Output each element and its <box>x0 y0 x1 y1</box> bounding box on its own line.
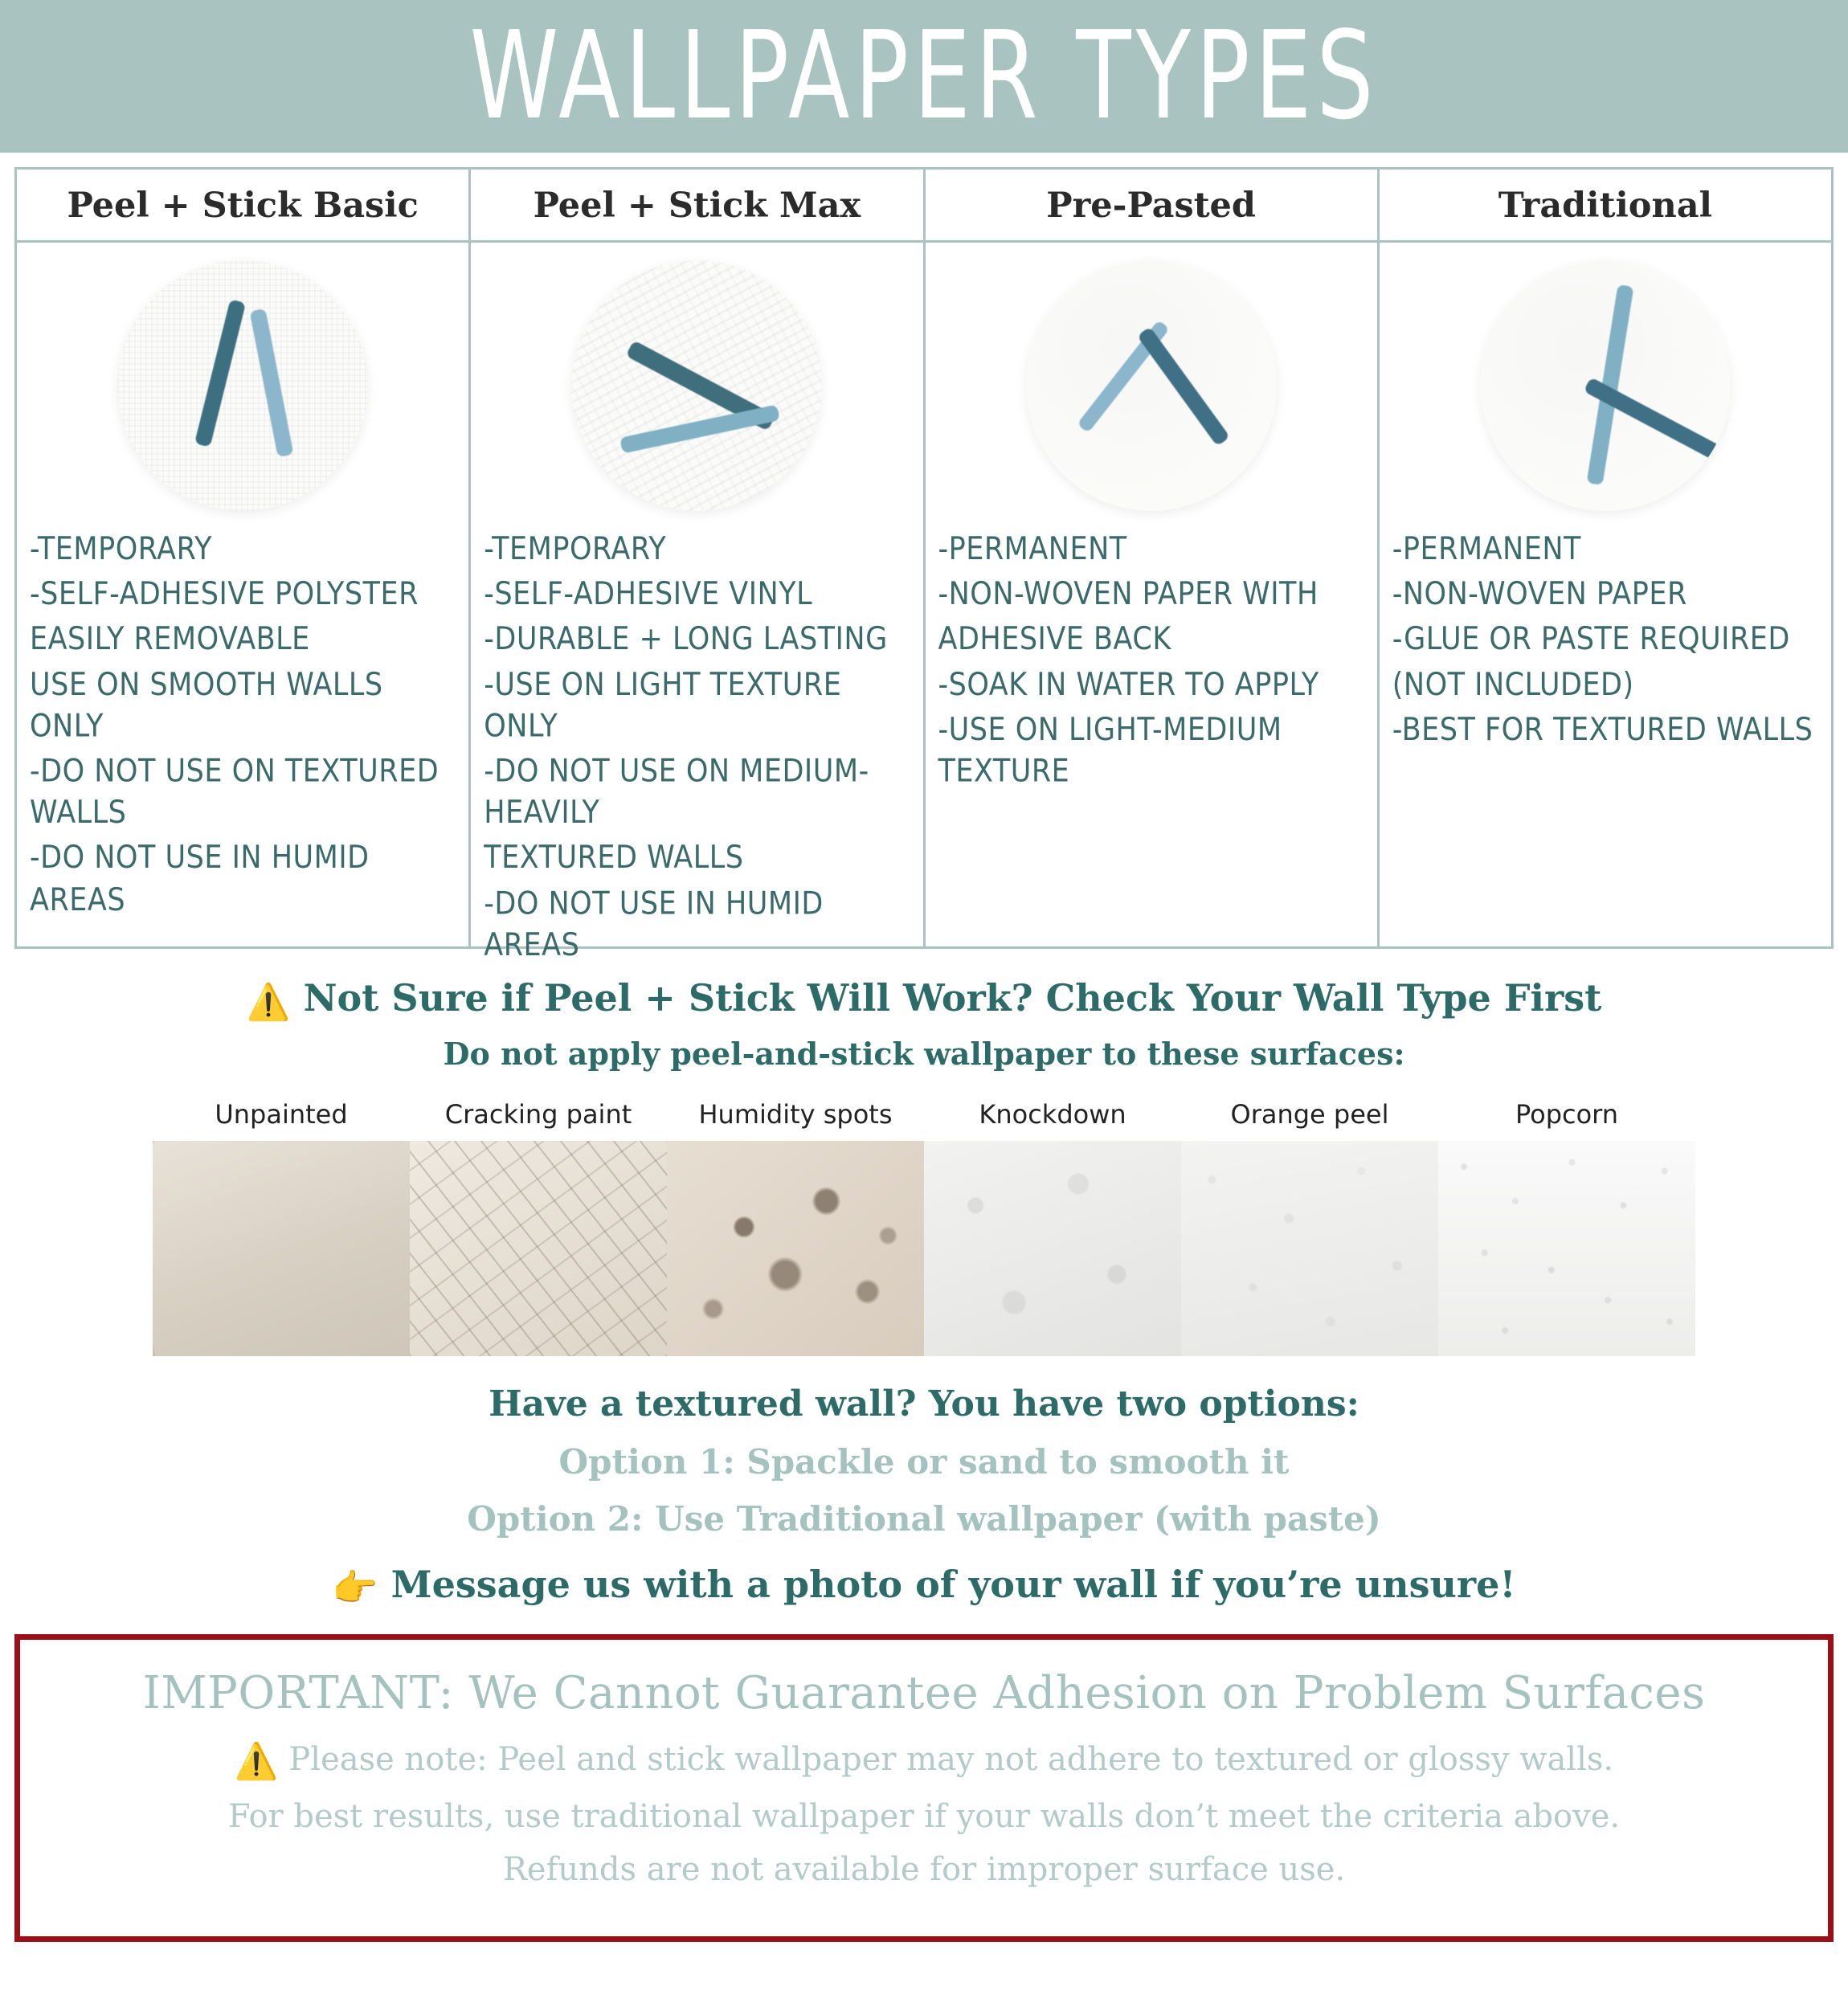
options-headline: Have a textured wall? You have two options: <box>489 1383 1359 1424</box>
list-item: -DO NOT USE ON MEDIUM-HEAVILY <box>484 753 869 832</box>
feature-list-pre-pasted <box>938 529 1364 792</box>
surface-image <box>1181 1141 1438 1356</box>
contact-message-text: Message us with a photo of your wall if you’re unsure! <box>390 1562 1516 1606</box>
list-item: ADHESIVE BACK <box>938 621 1171 658</box>
surface-image <box>410 1141 667 1356</box>
list-item: -PERMANENT <box>1392 531 1581 568</box>
list-item: -SELF-ADHESIVE POLYSTER <box>30 576 419 613</box>
pre-pasted-swatch <box>1026 260 1277 511</box>
list-item: TEXTURED WALLS <box>484 840 744 877</box>
list-item: -NON-WOVEN PAPER <box>1392 576 1687 613</box>
table-column-peel-stick-max <box>471 243 925 963</box>
wall-type-headline <box>0 976 1848 1023</box>
column-header-peel-stick-basic: Peel + Stick Basic <box>17 170 471 240</box>
list-item: -TEMPORARY <box>484 531 667 568</box>
option-two: Option 2: Use Traditional wallpaper (with paste) <box>467 1498 1381 1539</box>
surface-humidity-spots <box>667 1099 924 1356</box>
surface-image <box>667 1141 924 1356</box>
list-item: -BEST FOR TEXTURED WALLS <box>1392 712 1813 748</box>
warning-triangle-icon: ⚠️ <box>246 981 291 1023</box>
swatch-texture <box>117 260 368 511</box>
important-line-3: Refunds are not available for improper surface use. <box>502 1850 1346 1888</box>
surface-unpainted <box>153 1099 410 1356</box>
list-item: -NON-WOVEN PAPER WITH <box>938 576 1319 613</box>
list-item: -DO NOT USE ON TEXTURED WALLS <box>30 753 440 832</box>
list-item: USE ON SMOOTH WALLS ONLY <box>30 666 383 745</box>
list-item: -GLUE OR PASTE REQUIRED <box>1392 621 1790 658</box>
list-item: -USE ON LIGHT TEXTURE ONLY <box>484 666 842 745</box>
important-title: IMPORTANT: We Cannot Guarantee Adhesion on Problem Surfaces <box>142 1666 1706 1719</box>
important-notice-box <box>14 1634 1834 1942</box>
list-item: -TEMPORARY <box>30 531 213 568</box>
surface-orange-peel <box>1181 1099 1438 1356</box>
list-item: -DURABLE + LONG LASTING <box>484 621 888 658</box>
wall-type-headline-text: Not Sure if Peel + Stick Will Work? Check Your Wall Type First <box>303 975 1602 1020</box>
list-item: -DO NOT USE IN HUMID AREAS <box>30 840 370 918</box>
feature-list-peel-stick-max <box>484 529 910 966</box>
pointing-hand-icon: 👉 <box>332 1565 378 1609</box>
surface-knockdown <box>924 1099 1181 1356</box>
surface-label: Orange peel <box>1230 1098 1389 1130</box>
surface-label: Unpainted <box>215 1098 348 1130</box>
contact-message <box>0 1563 1848 1610</box>
page-title: WALLPAPER TYPES <box>469 6 1379 147</box>
important-line-1 <box>44 1740 1804 1782</box>
traditional-swatch <box>1480 260 1731 511</box>
surface-label: Popcorn <box>1515 1098 1619 1130</box>
list-item: (NOT INCLUDED) <box>1392 666 1634 703</box>
surface-label: Cracking paint <box>444 1098 632 1130</box>
table-column-pre-pasted <box>926 243 1380 946</box>
column-header-traditional: Traditional <box>1498 186 1712 226</box>
swatch-texture <box>1026 260 1277 511</box>
page-header <box>0 0 1848 153</box>
list-item: EASILY REMOVABLE <box>30 621 310 658</box>
wall-type-section <box>0 976 1848 1610</box>
surface-image <box>1438 1141 1695 1356</box>
table-body-row <box>17 243 1831 963</box>
table-column-traditional <box>1380 243 1831 946</box>
wallpaper-types-table <box>14 167 1834 963</box>
list-item: -DO NOT USE IN HUMID AREAS <box>484 885 824 963</box>
list-item: -SOAK IN WATER TO APPLY <box>938 666 1319 703</box>
column-header-peel-stick-max: Peel + Stick Max <box>471 170 925 240</box>
peel-stick-max-swatch <box>571 260 822 511</box>
surface-image <box>924 1141 1181 1356</box>
surface-image <box>153 1141 410 1356</box>
table-column-peel-stick-basic <box>17 243 471 946</box>
feature-list-peel-stick-basic <box>30 529 456 921</box>
feature-list-traditional <box>1392 529 1818 751</box>
list-item: -SELF-ADHESIVE VINYL <box>484 576 813 613</box>
peel-stick-basic-swatch <box>117 260 368 511</box>
important-line-2: For best results, use traditional wallpaper if your walls don’t meet the criteria above. <box>227 1797 1621 1835</box>
surface-gallery <box>96 1099 1752 1356</box>
surface-popcorn <box>1438 1099 1695 1356</box>
option-one: Option 1: Spackle or sand to smooth it <box>558 1441 1290 1482</box>
surface-label: Humidity spots <box>698 1098 893 1130</box>
column-header-pre-pasted: Pre-Pasted <box>926 170 1380 240</box>
surface-cracking-paint <box>410 1099 667 1356</box>
surface-label: Knockdown <box>979 1098 1126 1130</box>
list-item: -USE ON LIGHT-MEDIUM TEXTURE <box>938 712 1282 790</box>
table-header-row <box>17 170 1831 243</box>
list-item: -PERMANENT <box>938 531 1127 568</box>
important-line-1-text: Please note: Peel and stick wallpaper may not adhere to textured or glossy walls. <box>288 1740 1614 1778</box>
warning-triangle-icon: ⚠️ <box>234 1740 279 1782</box>
wall-type-subline: Do not apply peel-and-stick wallpaper to these surfaces: <box>443 1035 1405 1072</box>
